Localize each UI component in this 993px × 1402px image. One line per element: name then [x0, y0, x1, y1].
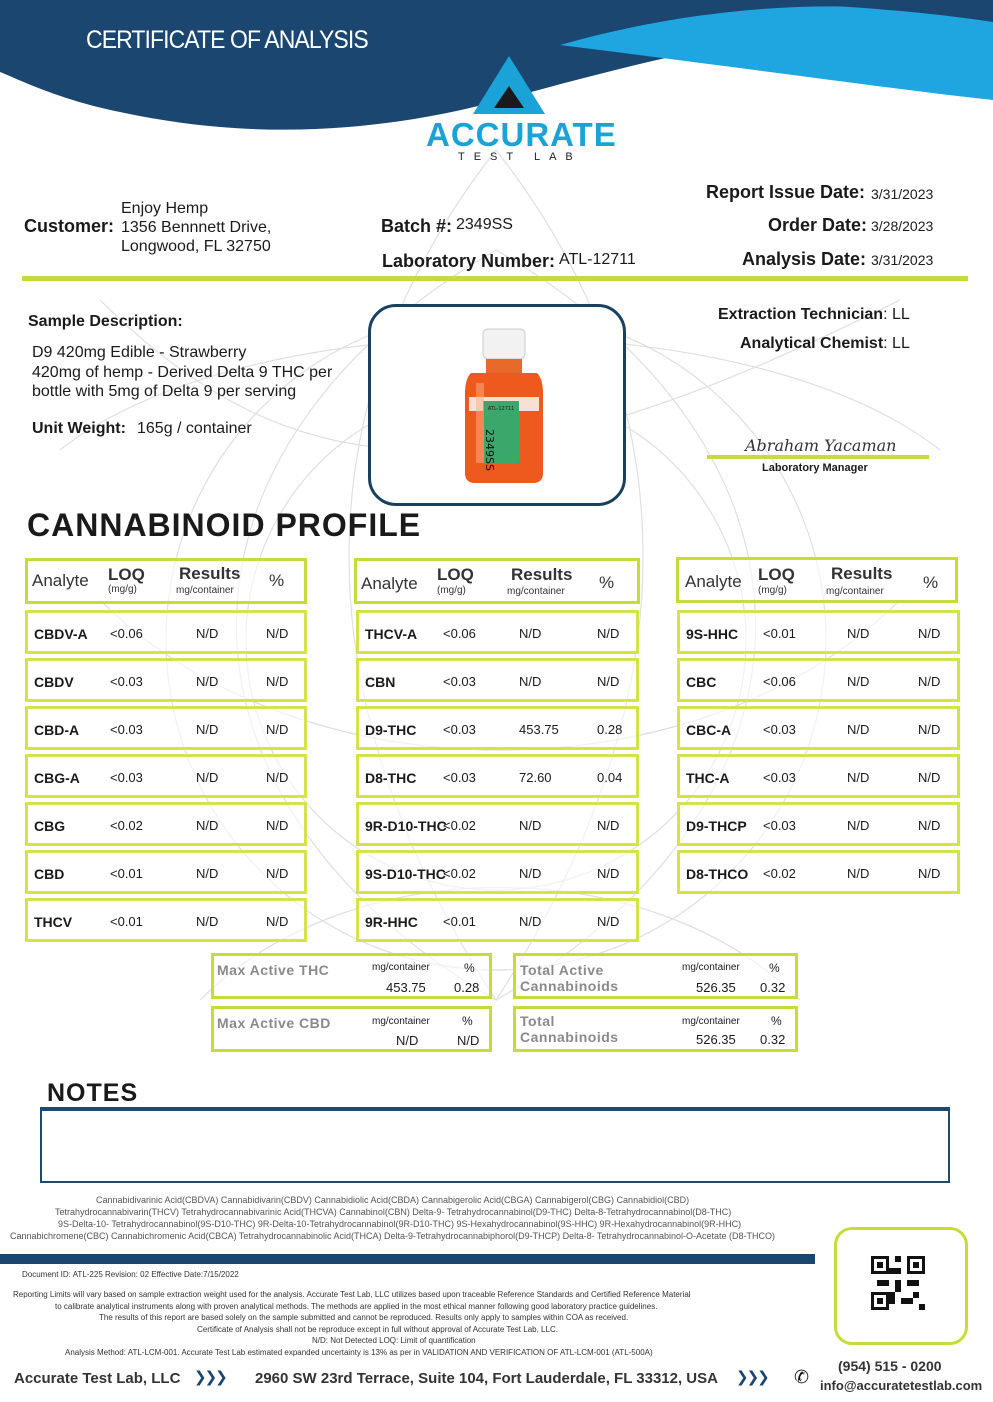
analysis-date-value: 3/31/2023 — [871, 252, 934, 268]
result-value: N/D — [519, 674, 542, 689]
total-cannabinoids-box: Total Cannabinoids mg/container % 526.35 0.32 — [513, 1006, 798, 1052]
extraction-technician: Extraction Technician: LL — [718, 306, 910, 323]
issue-date-value: 3/31/2023 — [871, 186, 934, 202]
table-row — [25, 850, 307, 894]
percent-value: N/D — [918, 818, 941, 833]
result-value: N/D — [847, 674, 870, 689]
loq-value: <0.03 — [763, 770, 796, 785]
table-row — [677, 802, 960, 846]
loq-value: <0.03 — [110, 674, 143, 689]
svg-text:ATL-12711: ATL-12711 — [487, 406, 515, 412]
percent-value: N/D — [597, 674, 620, 689]
analyte-name: CBG — [34, 818, 66, 834]
result-value: N/D — [196, 770, 219, 785]
table-row — [677, 706, 960, 750]
document-id: Document ID: ATL-225 Revision: 02 Effective Date:7/15/2022 — [22, 1270, 239, 1279]
cannabinoid-profile-title: CANNABINOID PROFILE — [27, 507, 422, 543]
analyte-name: D9-THC — [365, 722, 417, 738]
percent-value: N/D — [597, 866, 620, 881]
column-2-header: Analyte LOQ (mg/g) Results mg/container % — [354, 558, 640, 604]
analyte-name: THC-A — [686, 770, 730, 786]
percent-value: N/D — [266, 770, 289, 785]
glossary-line-2: Tetrahydrocannabivarin(THCV) Tetrahydrocannabivarinic Acid(THCVA) Cannabinol(CBN) Delta-9- Tetrahydrocannabinol(D9-THC) Delta-8-Tetrahydrocannabinol(D8-THC) — [55, 1207, 732, 1217]
order-date-label: Order Date: — [768, 215, 868, 235]
result-value: N/D — [196, 818, 219, 833]
column-3-header: Analyte LOQ (mg/g) Results mg/container % — [676, 557, 958, 603]
lab-number-value: ATL-12711 — [559, 251, 636, 268]
loq-value: <0.03 — [763, 722, 796, 737]
disclaimer-line-5: N/D: Not Detected LOQ: Limit of quantification — [312, 1336, 476, 1345]
analyte-name: THCV — [34, 914, 73, 930]
table-row — [356, 754, 639, 798]
table-row — [356, 850, 639, 894]
loq-value: <0.01 — [443, 914, 476, 929]
logo-subtitle: TEST LAB — [458, 151, 582, 163]
customer-address-line1: 1356 Bennnett Drive, — [121, 219, 272, 236]
glossary-line-3: 9S-Delta-10- Tetrahydrocannabinol(9S-D10-THC) 9R-Delta-10-Tetrahydrocannabinol(9R-D10-THC) 9S-Hexahydrocannabinol(9S-HHC) 9R-Hexahydrocannabinol(9R-HHC) — [58, 1219, 742, 1229]
table-row — [677, 850, 960, 894]
result-value: N/D — [196, 626, 219, 641]
disclaimer-line-4: Certificate of Analysis shall not be reproduce except in full without approval of Accurate Test Lab, LLC. — [197, 1325, 558, 1334]
disclaimer-line-1: Reporting Limits will vary based on sample extraction weight used for the analysis. Accurate Test Lab, LLC utilizes based upon traceable Reference Standards and Certified Reference Material — [13, 1290, 691, 1299]
batch-value: 2349SS — [456, 216, 513, 233]
analyte-name: 9S-D10-THC — [365, 866, 446, 882]
result-value: N/D — [847, 722, 870, 737]
percent-value: N/D — [918, 626, 941, 641]
customer-address-line2: Longwood, FL 32750 — [121, 238, 271, 255]
result-value: N/D — [847, 626, 870, 641]
result-value: N/D — [196, 722, 219, 737]
footer-address: 2960 SW 23rd Terrace, Suite 104, Fort Lauderdale, FL 33312, USA — [255, 1370, 718, 1387]
table-row — [356, 706, 639, 750]
chevron-right-icon: ❯❯❯ — [194, 1369, 226, 1386]
percent-value: N/D — [918, 770, 941, 785]
analyte-name: 9S-HHC — [686, 626, 739, 642]
table-row — [25, 658, 307, 702]
loq-value: <0.03 — [443, 770, 476, 785]
percent-value: N/D — [918, 866, 941, 881]
table-row — [677, 658, 960, 702]
result-value: N/D — [519, 914, 542, 929]
qr-code-box[interactable] — [834, 1227, 968, 1345]
percent-value: N/D — [266, 722, 289, 737]
loq-value: <0.03 — [110, 722, 143, 737]
footer-email[interactable]: info@accuratetestlab.com — [820, 1378, 983, 1393]
analyte-name: CBG-A — [34, 770, 80, 786]
footer-company: Accurate Test Lab, LLC — [14, 1370, 181, 1387]
analyte-name: CBC-A — [686, 722, 732, 738]
sample-line-2: 420mg of hemp - Derived Delta 9 THC per — [32, 364, 333, 381]
disclaimer-line-6: Analysis Method: ATL-LCM-001. Accurate Test Lab estimated expanded uncertainty is 13% as per in VALIDATION AND VERIFICATION OF ATL-LCM-001 (ATL-500A) — [65, 1348, 653, 1357]
loq-value: <0.01 — [110, 914, 143, 929]
percent-value: N/D — [597, 914, 620, 929]
glossary-line-4: Cannabichromene(CBC) Cannabichromenic Acid(CBCA) Tetrahydrocannabinolic Acid(THCA) Delta-9-Tetrahydrocannabiphorol(D9-THCP) Delta-8- Tetrahydrocannabinol-O-Acetate (D8-THCO) — [10, 1231, 775, 1241]
analyte-name: CBN — [365, 674, 396, 690]
analyte-name: CBD — [34, 866, 65, 882]
loq-value: <0.03 — [110, 770, 143, 785]
table-row — [677, 610, 960, 654]
svg-text:2349SS: 2349SS — [483, 429, 496, 471]
table-row — [25, 706, 307, 750]
result-value: N/D — [196, 914, 219, 929]
loq-value: <0.02 — [443, 866, 476, 881]
sample-line-3: bottle with 5mg of Delta 9 per serving — [32, 383, 297, 400]
signature: Abraham Yacaman — [745, 436, 897, 455]
table-row — [356, 658, 639, 702]
header-divider — [22, 276, 968, 281]
percent-value: 0.04 — [597, 770, 623, 785]
table-row — [677, 754, 960, 798]
table-row — [25, 802, 307, 846]
loq-value: <0.01 — [110, 866, 143, 881]
percent-value: N/D — [597, 818, 620, 833]
table-row — [356, 802, 639, 846]
issue-date-label: Report Issue Date: — [706, 182, 866, 202]
sample-bottle-image — [371, 307, 623, 503]
table-row — [356, 610, 639, 654]
percent-value: N/D — [266, 866, 289, 881]
analyte-name: D8-THCO — [686, 866, 749, 882]
analyte-name: 9R-HHC — [365, 914, 418, 930]
lab-number-label: Laboratory Number: — [382, 251, 556, 271]
percent-value: N/D — [266, 674, 289, 689]
customer-name: Enjoy Hemp — [121, 200, 209, 217]
signature-line — [707, 455, 929, 459]
loq-value: <0.02 — [110, 818, 143, 833]
result-value: N/D — [847, 866, 870, 881]
notes-box — [40, 1107, 950, 1183]
analyte-name: 9R-D10-THC — [365, 818, 447, 834]
analytical-chemist: Analytical Chemist: LL — [740, 335, 910, 352]
table-row — [25, 754, 307, 798]
percent-value: N/D — [918, 674, 941, 689]
loq-value: <0.03 — [443, 722, 476, 737]
analysis-date-label: Analysis Date: — [742, 249, 867, 269]
unit-weight-value: 165g / container — [137, 420, 252, 437]
percent-value: 0.28 — [597, 722, 623, 737]
loq-value: <0.06 — [110, 626, 143, 641]
sample-photo — [368, 304, 626, 506]
max-active-cbd-box: Max Active CBD mg/container % N/D N/D — [211, 1006, 492, 1052]
analyte-name: CBDV — [34, 674, 74, 690]
percent-value: N/D — [266, 626, 289, 641]
qr-code-icon — [871, 1256, 925, 1310]
analyte-name: D9-THCP — [686, 818, 747, 834]
manager-title: Laboratory Manager — [762, 462, 868, 474]
table-row — [25, 898, 307, 942]
table-row — [356, 898, 639, 942]
percent-value: N/D — [918, 722, 941, 737]
chevron-right-icon-2: ❯❯❯ — [736, 1369, 768, 1386]
column-1-header: Analyte LOQ (mg/g) Results mg/container % — [25, 558, 307, 604]
total-active-cannabinoids-box: Total Active Cannabinoids mg/container % 526.35 0.32 — [513, 953, 798, 999]
loq-value: <0.03 — [443, 674, 476, 689]
loq-value: <0.02 — [763, 866, 796, 881]
result-value: N/D — [847, 818, 870, 833]
table-row — [25, 610, 307, 654]
batch-label: Batch #: — [381, 216, 453, 236]
percent-value: N/D — [266, 818, 289, 833]
footer-phone[interactable]: (954) 515 - 0200 — [838, 1358, 942, 1374]
analyte-name: THCV-A — [365, 626, 418, 642]
customer-label: Customer: — [24, 216, 115, 236]
analyte-name: CBDV-A — [34, 626, 88, 642]
unit-weight-label: Unit Weight: — [32, 420, 126, 437]
disclaimer-line-3: The results of this report are based solely on the sample submitted and cannot be reproduced. Results only apply to samples within COA as received. — [99, 1313, 629, 1322]
phone-icon: ✆ — [794, 1367, 810, 1387]
analyte-name: D8-THC — [365, 770, 417, 786]
loq-value: <0.01 — [763, 626, 796, 641]
result-value: N/D — [196, 674, 219, 689]
percent-value: N/D — [266, 914, 289, 929]
analyte-name: CBC — [686, 674, 717, 690]
result-value: N/D — [847, 770, 870, 785]
loq-value: <0.06 — [443, 626, 476, 641]
result-value: 72.60 — [519, 770, 552, 785]
loq-value: <0.03 — [763, 818, 796, 833]
loq-value: <0.02 — [443, 818, 476, 833]
glossary-line-1: Cannabidivarinic Acid(CBDVA) Cannabidivarin(CBDV) Cannabidiolic Acid(CBDA) Cannabigerolic Acid(CBGA) Cannabigerol(CBG) Cannabidiol(CBD) — [96, 1195, 690, 1205]
loq-value: <0.06 — [763, 674, 796, 689]
result-value: N/D — [196, 866, 219, 881]
result-value: N/D — [519, 626, 542, 641]
max-active-thc-box: Max Active THC mg/container % 453.75 0.28 — [211, 953, 492, 999]
document-title: CERTIFICATE OF ANALYSIS — [86, 26, 368, 54]
disclaimer-line-2: to calibrate analytical instruments along with proven analytical methods. The methods are applied in the most ethical manner following good laboratory practice guidelines. — [55, 1302, 658, 1311]
analyte-name: CBD-A — [34, 722, 80, 738]
result-value: 453.75 — [519, 722, 559, 737]
notes-title: NOTES — [47, 1079, 139, 1107]
result-value: N/D — [519, 866, 542, 881]
sample-description-label: Sample Description: — [28, 313, 183, 330]
percent-value: N/D — [597, 626, 620, 641]
result-value: N/D — [519, 818, 542, 833]
order-date-value: 3/28/2023 — [871, 218, 934, 234]
logo-wordmark: ACCURATE — [426, 116, 617, 153]
sample-line-1: D9 420mg Edible - Strawberry — [32, 344, 247, 361]
